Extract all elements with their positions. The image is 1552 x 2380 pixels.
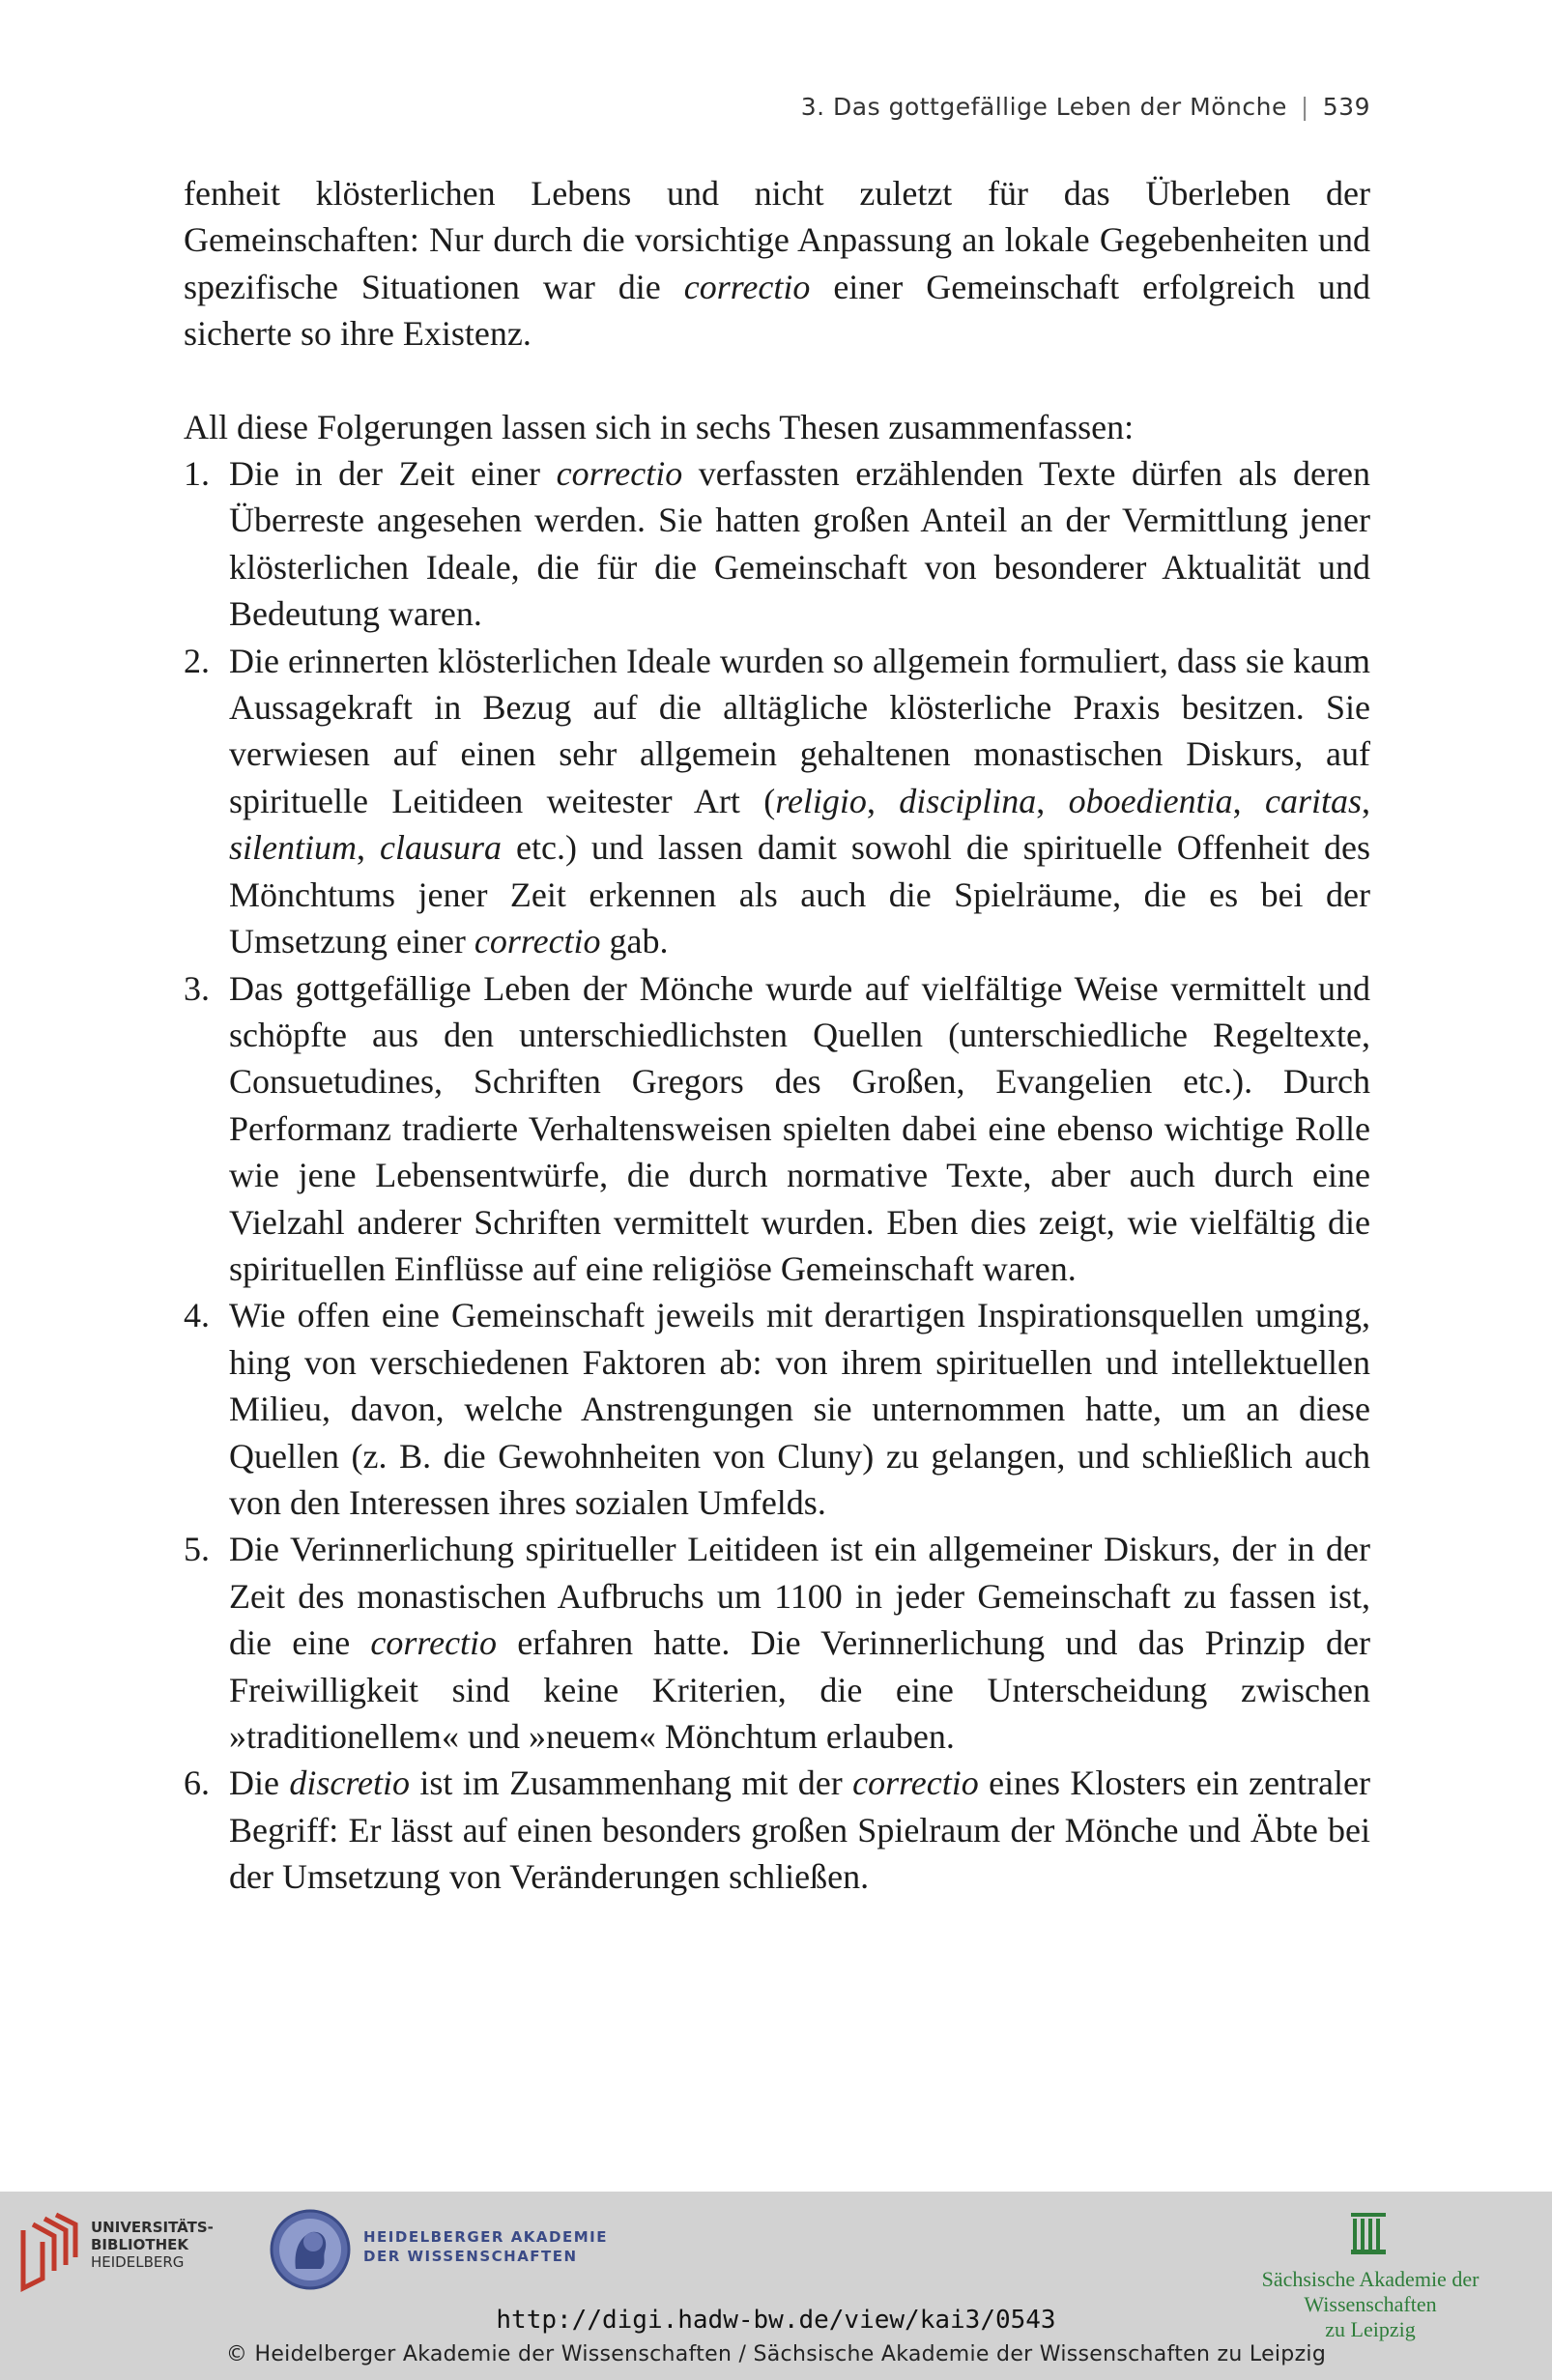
saw-logo-line: zu Leipzig [1325,2317,1416,2341]
thesis-5 [184,1526,1370,1760]
ub-logo-line: HEIDELBERG [91,2253,185,2271]
copyright-notice: © Heidelberger Akademie der Wissenschaften / Sächsische Akademie der Wissenschaften zu Leipzig [225,2342,1327,2366]
thesis-text: Das gottgefällige Leben der Mönche wurde auf vielfältige Weise vermittelt und schöpfte aus den unterschiedlichsten Quellen (unterschiedliche Regeltexte, Consuetudines, Schriften Gregors des Großen, Evangelien etc.). Durch Performanz tradierte Verhaltensweisen spielten dabei eine ebenso wichtige Rolle wie jene Lebensentwürfe, die durch normative Texte, aber auch durch eine Vielzahl anderer Schriften vermittelt wurden. Eben dies zeigt, wie vielfältig die spirituellen Einflüsse auf eine religiöse Gemeinschaft waren. [229,968,1370,1288]
text-run: fenheit klösterlichen Lebens und nicht zuletzt für das Überleben der Gemeinschaften: Nur durch die vorsichtige Anpassung an lokale Gegebenheiten und spezifische Situationen war die [184,174,1370,306]
thesis-1 [184,450,1370,638]
page-body [184,170,1370,1901]
italic-term: clausura [380,828,502,868]
text-run: , [1036,781,1069,820]
theses-intro: All diese Folgerungen lassen sich in sechs Thesen zusammenfassen: [184,407,1135,446]
hadw-logo[interactable] [267,2205,634,2302]
thesis-number: 1. [184,454,210,494]
page-number: 539 [1322,93,1370,121]
italic-term: correctio [474,922,601,961]
text-run: , [1362,781,1370,820]
italic-term: correctio [683,267,811,306]
thesis-3 [184,965,1370,1293]
thesis-6 [184,1760,1370,1900]
italic-term: correctio [370,1623,498,1663]
text-run: ist im Zusammenhang mit der [410,1763,853,1803]
text-run: eines Klosters ein zentraler Begriff: Er lässt auf einen besonders großen Spielraum der Mönche und Äbte bei der Umsetzung von Veränderungen schließen. [229,1763,1370,1897]
running-header [801,93,1370,121]
ub-heidelberg-emblem-icon [15,2211,83,2298]
thesis-text [229,1526,1370,1760]
text-run: gab. [600,922,669,961]
ub-logo-line: BIBLIOTHEK [91,2236,188,2253]
thesis-text [229,1760,1370,1900]
italic-term: caritas [1264,781,1362,820]
text-run: etc.) und lassen damit sowohl die spirituelle Offenheit des Mönchtums jener Zeit erkennen als auch die Spielräume, die es bei der Umsetzung einer [229,828,1371,961]
header-separator: | [1300,93,1309,121]
hadw-logo-line: HEIDELBERGER AKADEMIE [363,2228,608,2246]
italic-term: religio [775,781,867,820]
text-run: Die Verinnerlichung spiritueller Leitideen ist ein allgemeiner Diskurs, der in der Zeit des monastischen Aufbruchs um 1100 in jeder Gemeinschaft zu fassen ist, die eine [229,1530,1370,1663]
thesis-number: 4. [184,1296,210,1335]
ub-heidelberg-logo[interactable] [15,2211,214,2298]
italic-term: oboedientia [1068,781,1233,820]
thesis-number: 3. [184,968,210,1008]
running-title: 3. Das gottgefällige Leben der Mönche [800,93,1287,121]
italic-term: correctio [852,1763,979,1803]
text-run: Die in der Zeit einer [229,454,557,494]
text-run: verfassten erzählenden Texte dürfen als deren Überreste angesehen werden. Sie hatten großen Anteil an der Vermittlung jener klösterlichen Ideale, die für die Gemeinschaft von besonderer Aktualität und Bedeutung waren. [229,454,1370,634]
text-run: erfahren hatte. Die Verinnerlichung und das Prinzip der Freiwilligkeit sind keine Kriterien, die eine Unterscheidung zwischen »traditionellem« und »neuem« Mönchtum erlauben. [229,1623,1370,1756]
thesis-2 [184,638,1370,965]
saw-leipzig-logo[interactable] [1206,2209,1535,2341]
italic-term: disciplina [899,781,1037,820]
thesis-number: 2. [184,641,210,680]
thesis-text: Wie offen eine Gemeinschaft jeweils mit derartigen Inspirationsquellen umging, hing von verschiedenen Faktoren ab: von ihrem spirituellen und intellektuellen Milieu, davon, welche Anstrengungen sie unternommen hatte, um an diese Quellen (z. B. die Gewohnheiten von Cluny) zu gelangen, und schließlich auch von den Interessen ihres sozialen Umfelds. [229,1296,1370,1522]
text-run: einer Gemeinschaft erfolgreich und sicherte so ihre Existenz. [184,267,1370,354]
thesis-4 [184,1292,1370,1526]
italic-term: silentium [229,828,357,868]
italic-term: correctio [556,454,683,494]
ub-logo-line: UNIVERSITÄTS- [91,2219,214,2236]
saw-logo-line: Sächsische Akademie der Wissenschaften [1261,2267,1480,2316]
text-run: Die [229,1763,290,1803]
saw-building-icon [1349,2209,1388,2257]
italic-term: discretio [289,1763,410,1803]
thesis-number: 5. [184,1530,210,1569]
thesis-text [229,450,1370,638]
hadw-logo-text [363,2227,608,2266]
source-url-link[interactable]: http://digi.hadw-bw.de/view/kai3/0543 [496,2306,1056,2335]
text-run: , [1232,781,1265,820]
thesis-number: 6. [184,1763,210,1803]
hadw-medallion-icon [267,2205,354,2294]
hadw-logo-line: DER WISSENSCHAFTEN [363,2248,578,2265]
ub-logo-text [91,2219,214,2271]
text-run: , [357,828,380,868]
paragraph-gap [184,358,1370,404]
text-run: , [866,781,900,820]
paragraph-continuation [184,170,1370,358]
text-run: Die erinnerten klösterlichen Ideale wurden so allgemein formuliert, dass sie kaum Aussagekraft in Bezug auf die alltägliche klösterliche Praxis besitzen. Sie verwiesen auf einen sehr allgemein gehaltenen monastischen Diskurs, auf spirituelle Leitideen weitester Art ( [229,641,1370,820]
thesis-text [229,638,1370,965]
